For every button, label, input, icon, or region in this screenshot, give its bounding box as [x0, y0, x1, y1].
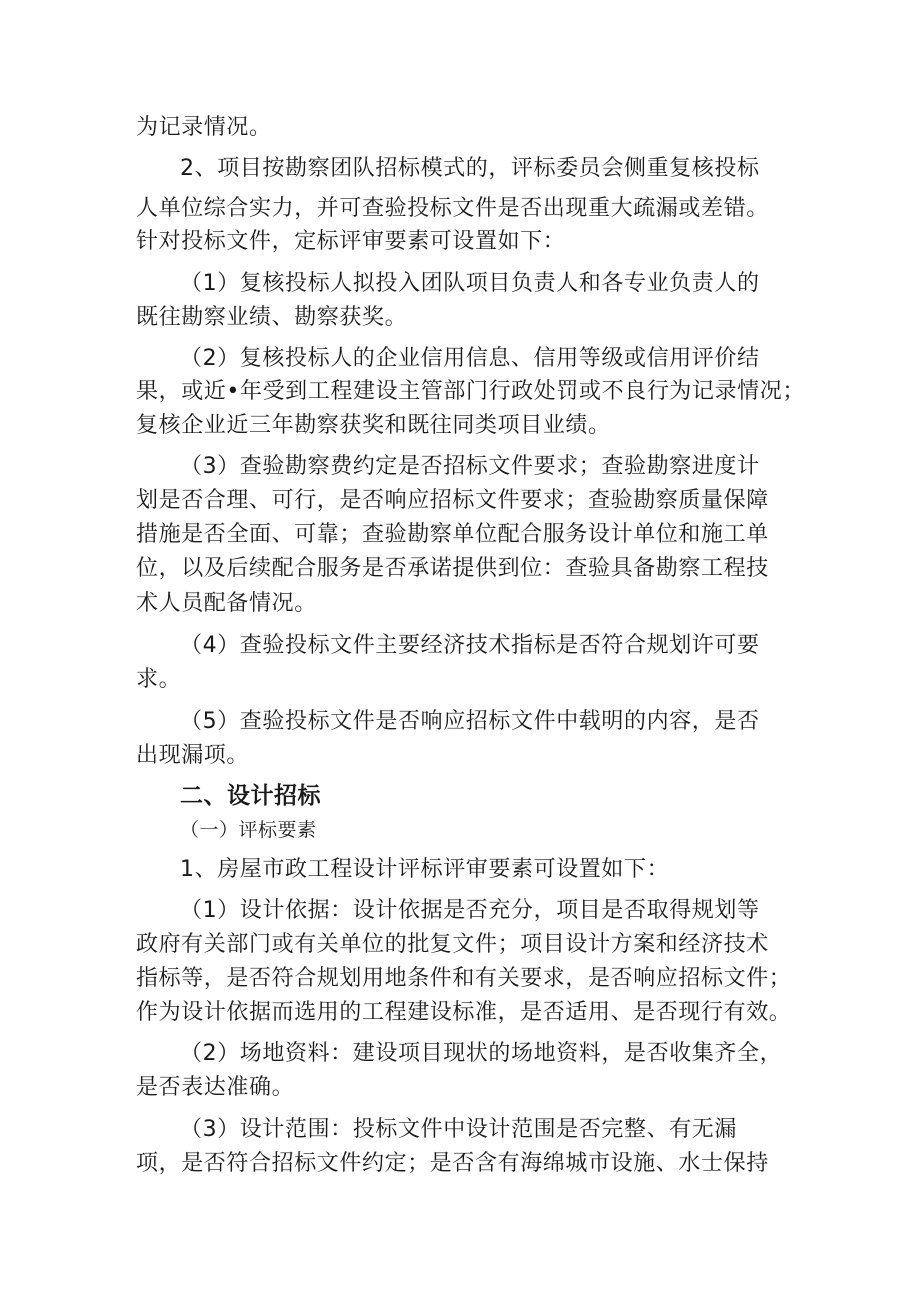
text-line: 作为设计依据而选用的工程建设标准，是否适用、是否现行有效。 — [136, 1000, 792, 1025]
text-line: 指标等，是否符合规划用地条件和有关要求，是否响应招标文件； — [136, 966, 792, 991]
text-line: 措施是否全面、可靠；查验勘察单位配合服务设计单位和施工单 — [136, 522, 769, 547]
text-line: 求。 — [136, 667, 182, 692]
text-line: 位，以及后续配合服务是否承诺提供到位：查验具备勘察工程技 — [136, 556, 769, 581]
text-line: （3）查验勘察费约定是否招标文件要求；查验勘察进度计 — [180, 454, 760, 479]
text-line: （2）复核投标人的企业信用信息、信用等级或信用评价结 — [180, 346, 760, 371]
text-line: （2）场地资料：建设项目现状的场地资料，是否收集齐全， — [180, 1041, 783, 1066]
text-line: 果，或近•年受到工程建设主管部门行政处罚或不良行为记录情况； — [136, 379, 805, 404]
text-line: 划是否合理、可行，是否响应招标文件要求；查验勘察质量保障 — [136, 488, 769, 513]
text-line: （4）查验投标文件主要经济技术指标是否符合规划许可要 — [180, 633, 760, 658]
text-line: 政府有关部门或有关单位的批复文件；项目设计方案和经济技术 — [136, 932, 769, 957]
text-line: （1）设计依据：设计依据是否充分，项目是否取得规划等 — [180, 898, 760, 923]
text-line: 2、项目按勘察团队招标模式的，评标委员会侧重复核投标 — [180, 156, 760, 181]
text-line: 出现漏项。 — [136, 743, 250, 768]
subsection-heading: （一）评标要素 — [180, 819, 317, 841]
text-line: 既往勘察业绩、勘察获奖。 — [136, 305, 408, 330]
text-line: （5）查验投标文件是否响应招标文件中载明的内容，是否 — [180, 709, 760, 734]
text-line: （3）设计范围：投标文件中设计范围是否完整、有无漏 — [180, 1117, 737, 1142]
text-line: 术人员配备情况。 — [136, 591, 317, 616]
text-line: 针对投标文件，定标评审要素可设置如下： — [136, 229, 566, 254]
text-line: 1、房屋市政工程设计评标评审要素可设置如下： — [180, 857, 670, 882]
text-line: （1）复核投标人拟投入团队项目负责人和各专业负责人的 — [180, 271, 760, 296]
text-line: 为记录情况。 — [136, 115, 272, 140]
section-heading: 二、设计招标 — [180, 783, 321, 809]
text-line: 复核企业近三年勘察获奖和既往同类项目业绩。 — [136, 413, 611, 438]
text-line: 是否表达准确。 — [136, 1075, 295, 1100]
text-line: 项，是否符合招标文件约定；是否含有海绵城市设施、水士保持 — [136, 1151, 769, 1176]
text-line: 人单位综合实力，并可查验投标文件是否出现重大疏漏或差错。 — [136, 196, 769, 221]
